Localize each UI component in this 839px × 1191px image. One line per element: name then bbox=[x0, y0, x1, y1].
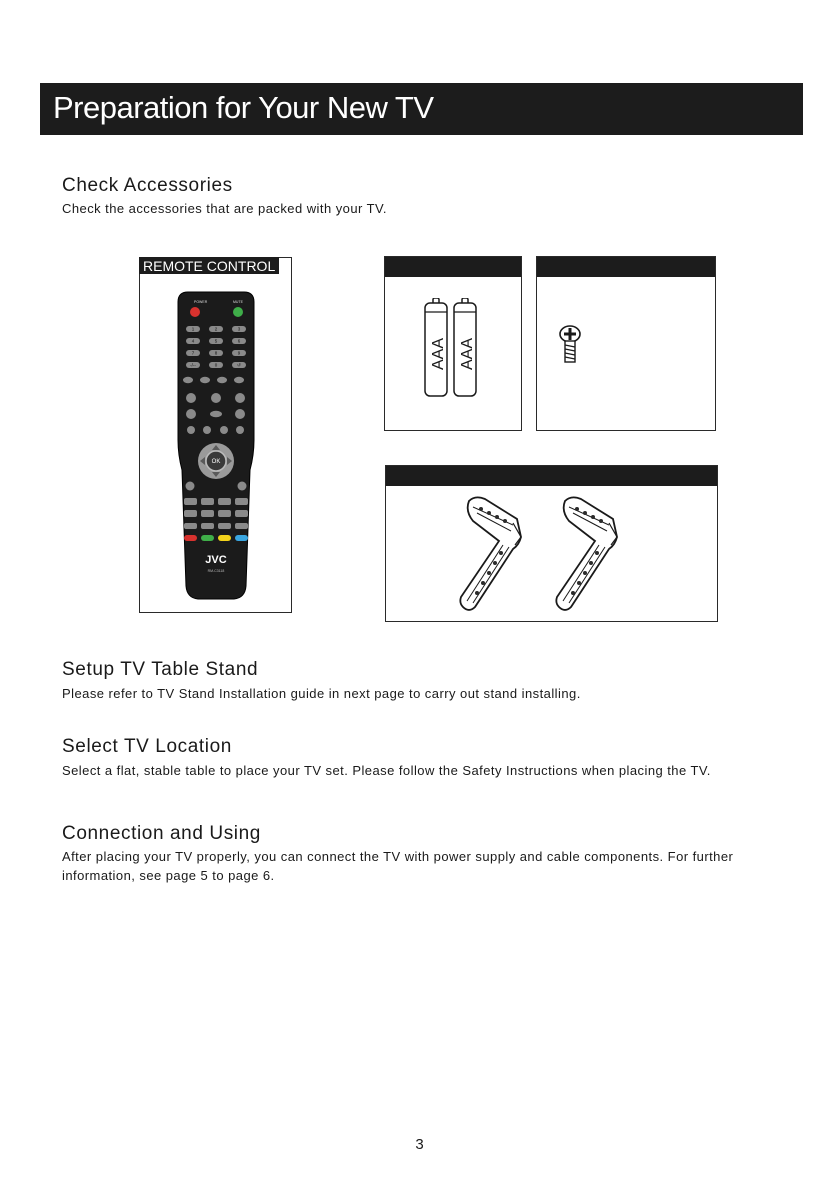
section-text-setup-stand: Please refer to TV Stand Installation guide in next page to carry out stand installing. bbox=[62, 686, 581, 701]
green-button bbox=[201, 535, 214, 541]
power-text: POWER bbox=[194, 300, 208, 304]
power-button bbox=[190, 307, 200, 317]
svg-text:9: 9 bbox=[237, 350, 241, 356]
ok-label: OK bbox=[211, 459, 221, 465]
page-number: 3 bbox=[415, 1136, 424, 1153]
svg-text:0: 0 bbox=[214, 362, 218, 368]
svg-text:7: 7 bbox=[191, 350, 195, 356]
stand-legs-box-header bbox=[386, 466, 717, 486]
svg-text:↺: ↺ bbox=[237, 362, 241, 368]
svg-text:4: 4 bbox=[191, 338, 195, 344]
batteries-box-header bbox=[385, 257, 521, 277]
remote-control-image bbox=[170, 290, 262, 602]
page-title: Preparation for Your New TV bbox=[53, 90, 434, 125]
svg-text:8: 8 bbox=[214, 350, 218, 356]
section-heading-setup-stand: Setup TV Table Stand bbox=[62, 659, 259, 680]
battery-label-1: AAA bbox=[430, 337, 447, 371]
mute-button bbox=[233, 307, 243, 317]
remote-control-label: REMOTE CONTROL bbox=[139, 257, 279, 274]
section-text-select-location: Select a flat, stable table to place your TV set. Please follow the Safety Instructions when placing the TV. bbox=[62, 763, 711, 778]
remote-brand: JVC bbox=[205, 554, 227, 566]
mute-text: MUTE bbox=[233, 300, 243, 304]
remote-model: RM-C3118 bbox=[207, 569, 225, 573]
section-heading-check-accessories: Check Accessories bbox=[62, 175, 233, 196]
aaa-batteries-image bbox=[420, 298, 482, 398]
svg-text:1: 1 bbox=[191, 326, 195, 332]
svg-text:2: 2 bbox=[214, 326, 218, 332]
title-banner bbox=[40, 83, 803, 135]
battery-label-2: AAA bbox=[459, 337, 476, 371]
svg-text:5: 5 bbox=[214, 338, 218, 344]
yellow-button bbox=[218, 535, 231, 541]
section-text-check-accessories: Check the accessories that are packed with your TV. bbox=[62, 201, 387, 216]
section-heading-connection: Connection and Using bbox=[62, 823, 261, 844]
svg-text:3: 3 bbox=[237, 326, 241, 332]
screw-icon bbox=[557, 324, 583, 364]
screw-box-header bbox=[537, 257, 715, 277]
section-heading-select-location: Select TV Location bbox=[62, 736, 232, 757]
svg-text:-/--: -/-- bbox=[190, 362, 196, 368]
section-text-connection: After placing your TV properly, you can connect the TV with power supply and cable components. For further information, see page 5 to page 6. bbox=[62, 849, 734, 883]
red-button bbox=[184, 535, 197, 541]
blue-button bbox=[235, 535, 248, 541]
svg-text:6: 6 bbox=[237, 338, 241, 344]
stand-leg-icon-1 bbox=[455, 493, 535, 613]
stand-leg-icon-2 bbox=[551, 493, 631, 613]
